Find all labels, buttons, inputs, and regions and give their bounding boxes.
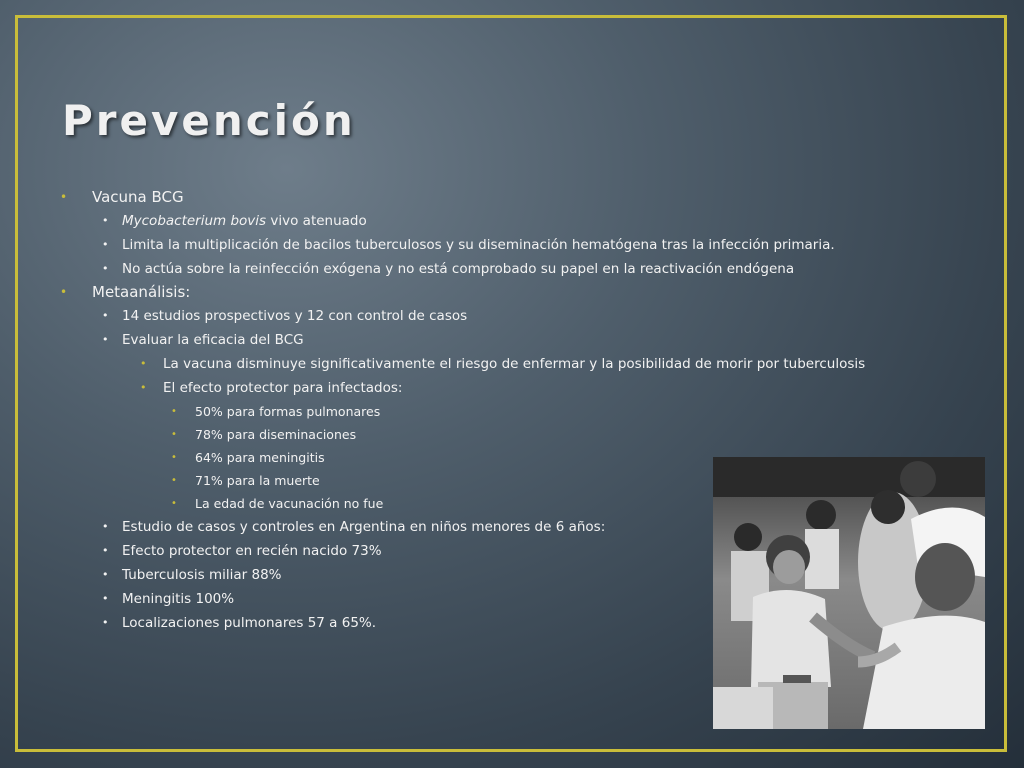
bullet-icon: • (102, 214, 109, 227)
bullet-icon: • (171, 406, 177, 417)
bullet-item: • El efecto protector para infectados: (58, 376, 938, 400)
bullet-item: • Mycobacterium bovis vivo atenuado (58, 209, 938, 233)
bullet-item: • Vacuna BCG (58, 186, 938, 209)
bullet-item: • Limita la multiplicación de bacilos tuberculosos y su diseminación hematógena tras la infección primaria. (58, 233, 938, 257)
bullet-item: • La vacuna disminuye significativamente el riesgo de enfermar y la posibilidad de morir por tuberculosis (58, 352, 938, 376)
bullet-icon: • (102, 520, 109, 533)
bullet-item: • No actúa sobre la reinfección exógena y no está comprobado su papel en la reactivación endógena (58, 257, 938, 281)
bullet-item: • La edad de vacunación no fue (58, 492, 938, 515)
bullet-item: • 71% para la muerte (58, 469, 938, 492)
bullet-icon: • (171, 498, 177, 509)
bullet-icon: • (102, 262, 109, 275)
bullet-item: • Efecto protector en recién nacido 73% (58, 539, 938, 563)
bullet-item: • 64% para meningitis (58, 446, 938, 469)
bullet-icon: • (140, 357, 147, 370)
bullet-item: • Evaluar la eficacia del BCG (58, 328, 938, 352)
vaccination-photo-illustration (713, 457, 985, 729)
bullet-item: • Meningitis 100% (58, 587, 938, 611)
bullet-icon: • (102, 333, 109, 346)
bullet-item: • 14 estudios prospectivos y 12 con control de casos (58, 304, 938, 328)
bullet-icon: • (102, 309, 109, 322)
bullet-icon: • (140, 381, 147, 394)
bullet-item: • Estudio de casos y controles en Argentina en niños menores de 6 años: (58, 515, 938, 539)
bullet-icon: • (102, 616, 109, 629)
bullet-icon: • (171, 452, 177, 463)
bullet-icon: • (102, 238, 109, 251)
bullet-item: • 78% para diseminaciones (58, 423, 938, 446)
bullet-item: • 50% para formas pulmonares (58, 400, 938, 423)
bullet-icon: • (60, 190, 68, 204)
vaccination-photo (713, 457, 985, 729)
slide-title: Prevención (62, 96, 356, 145)
bullet-item: • Metaanálisis: (58, 281, 938, 304)
bullet-icon: • (102, 544, 109, 557)
bullet-icon: • (102, 592, 109, 605)
bullet-icon: • (171, 475, 177, 486)
bullet-item: • Tuberculosis miliar 88% (58, 563, 938, 587)
bullet-icon: • (171, 429, 177, 440)
bullet-icon: • (60, 285, 68, 299)
bullet-item: • Localizaciones pulmonares 57 a 65%. (58, 611, 938, 635)
bullet-icon: • (102, 568, 109, 581)
